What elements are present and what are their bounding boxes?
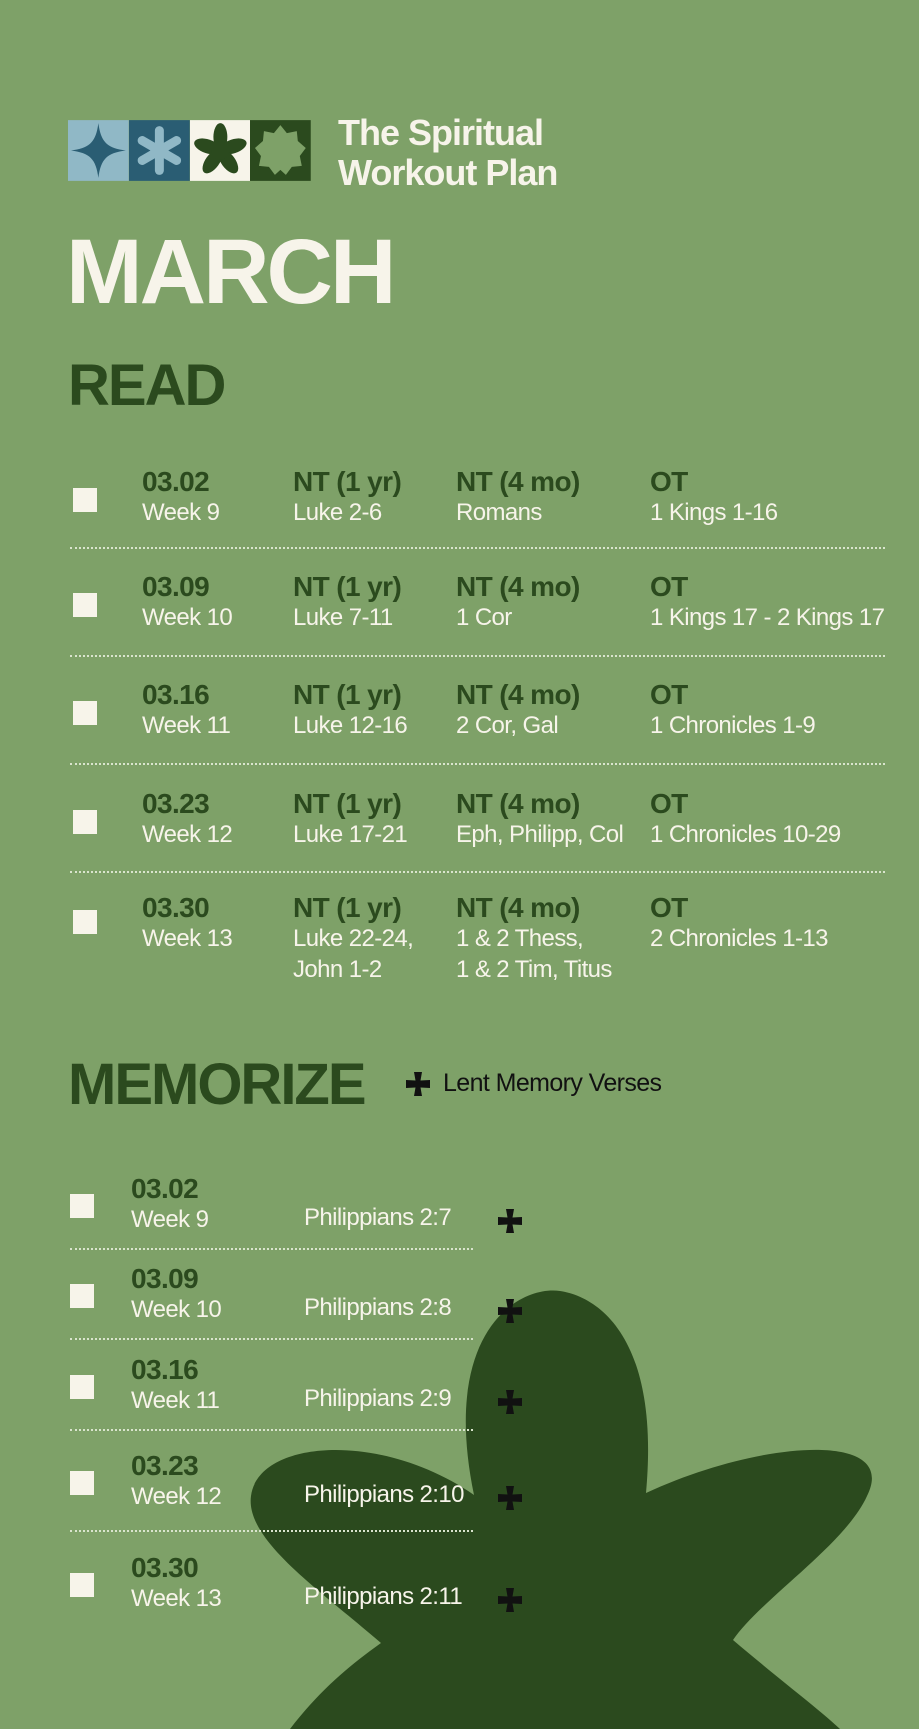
memorize-week: Week 9 [131, 1206, 209, 1233]
row-divider [70, 1429, 473, 1431]
memory-verse: Philippians 2:8 [304, 1294, 452, 1321]
ot-reading: 2 Chronicles 1-13 [650, 925, 828, 952]
row-divider [70, 1530, 473, 1532]
memory-verse: Philippians 2:7 [304, 1204, 452, 1231]
lent-legend [405, 1069, 661, 1098]
cross-icon [405, 1071, 431, 1097]
lent-legend-label: Lent Memory Verses [443, 1069, 662, 1097]
read-section-title: READ [68, 353, 225, 418]
month-title: MARCH [66, 221, 394, 323]
read-week: Week 13 [142, 925, 233, 952]
memorize-week: Week 11 [131, 1387, 220, 1414]
cross-icon [497, 1208, 523, 1234]
read-checkbox[interactable] [73, 593, 97, 617]
nt-4mo-reading: 1 Cor [456, 604, 512, 631]
nt-4mo-label: NT (4 mo) [456, 892, 580, 923]
ot-label: OT [650, 892, 688, 923]
nt-4mo-reading: 2 Cor, Gal [456, 712, 559, 739]
nt-4mo-label: NT (4 mo) [456, 788, 580, 819]
memorize-checkbox[interactable] [70, 1471, 94, 1495]
memorize-checkbox[interactable] [70, 1573, 94, 1597]
brand-title [338, 113, 557, 193]
nt-1yr-label: NT (1 yr) [293, 679, 402, 710]
read-checkbox[interactable] [73, 910, 97, 934]
nt-1yr-reading-cont: John 1-2 [293, 956, 382, 983]
nt-4mo-reading: 1 & 2 Thess, [456, 925, 584, 952]
read-checkbox[interactable] [73, 701, 97, 725]
nt-4mo-reading: Romans [456, 499, 542, 526]
nt-4mo-label: NT (4 mo) [456, 679, 580, 710]
memorize-week: Week 10 [131, 1296, 222, 1323]
brand-title-line-2: Workout Plan [338, 152, 558, 193]
read-checkbox[interactable] [73, 810, 97, 834]
ot-reading: 1 Kings 17 - 2 Kings 17 [650, 604, 885, 631]
four-point-star-icon [68, 120, 129, 181]
nt-1yr-label: NT (1 yr) [293, 571, 402, 602]
read-date: 03.23 [142, 788, 210, 819]
row-divider [70, 547, 885, 549]
read-week: Week 11 [142, 712, 231, 739]
read-week: Week 12 [142, 821, 233, 848]
cross-icon [497, 1389, 523, 1415]
memorize-checkbox[interactable] [70, 1194, 94, 1218]
memorize-checkbox[interactable] [70, 1375, 94, 1399]
nt-4mo-label: NT (4 mo) [456, 466, 580, 497]
daisy-icon [190, 120, 251, 181]
brand-logo [68, 120, 311, 181]
read-week: Week 10 [142, 604, 233, 631]
ot-reading: 1 Kings 1-16 [650, 499, 778, 526]
row-divider [70, 1338, 473, 1340]
memorize-date: 03.16 [131, 1354, 199, 1385]
read-date: 03.16 [142, 679, 210, 710]
memorize-checkbox[interactable] [70, 1284, 94, 1308]
ot-label: OT [650, 679, 688, 710]
nt-4mo-label: NT (4 mo) [456, 571, 580, 602]
read-date: 03.30 [142, 892, 210, 923]
read-date: 03.09 [142, 571, 210, 602]
row-divider [70, 655, 885, 657]
brand-title-line-1: The Spiritual [338, 112, 544, 153]
memorize-date: 03.23 [131, 1450, 199, 1481]
memory-verse: Philippians 2:9 [304, 1385, 452, 1412]
nt-1yr-reading: Luke 12-16 [293, 712, 408, 739]
row-divider [70, 871, 885, 873]
cross-icon [497, 1587, 523, 1613]
read-date: 03.02 [142, 466, 210, 497]
nt-1yr-reading: Luke 17-21 [293, 821, 408, 848]
memorize-date: 03.02 [131, 1173, 199, 1204]
cross-icon [497, 1298, 523, 1324]
nt-1yr-label: NT (1 yr) [293, 892, 402, 923]
nt-4mo-reading-cont: 1 & 2 Tim, Titus [456, 956, 612, 983]
asterisk-flower-icon [129, 120, 190, 181]
read-checkbox[interactable] [73, 488, 97, 512]
memorize-date: 03.30 [131, 1552, 199, 1583]
nt-4mo-reading: Eph, Philipp, Col [456, 821, 624, 848]
memorize-date: 03.09 [131, 1263, 199, 1294]
ot-label: OT [650, 466, 688, 497]
memorize-section-title: MEMORIZE [68, 1052, 365, 1117]
ot-reading: 1 Chronicles 10-29 [650, 821, 841, 848]
memory-verse: Philippians 2:11 [304, 1583, 463, 1610]
read-week: Week 9 [142, 499, 220, 526]
row-divider [70, 763, 885, 765]
cross-icon [497, 1485, 523, 1511]
ot-reading: 1 Chronicles 1-9 [650, 712, 816, 739]
memory-verse: Philippians 2:10 [304, 1481, 464, 1508]
nt-1yr-reading: Luke 7-11 [293, 604, 393, 631]
ot-label: OT [650, 571, 688, 602]
ot-label: OT [650, 788, 688, 819]
row-divider [70, 1248, 473, 1250]
nt-1yr-label: NT (1 yr) [293, 788, 402, 819]
nt-1yr-reading: Luke 2-6 [293, 499, 382, 526]
memorize-week: Week 12 [131, 1483, 222, 1510]
octagram-badge-icon [250, 120, 311, 181]
memorize-week: Week 13 [131, 1585, 222, 1612]
nt-1yr-reading: Luke 22-24, [293, 925, 414, 952]
nt-1yr-label: NT (1 yr) [293, 466, 402, 497]
